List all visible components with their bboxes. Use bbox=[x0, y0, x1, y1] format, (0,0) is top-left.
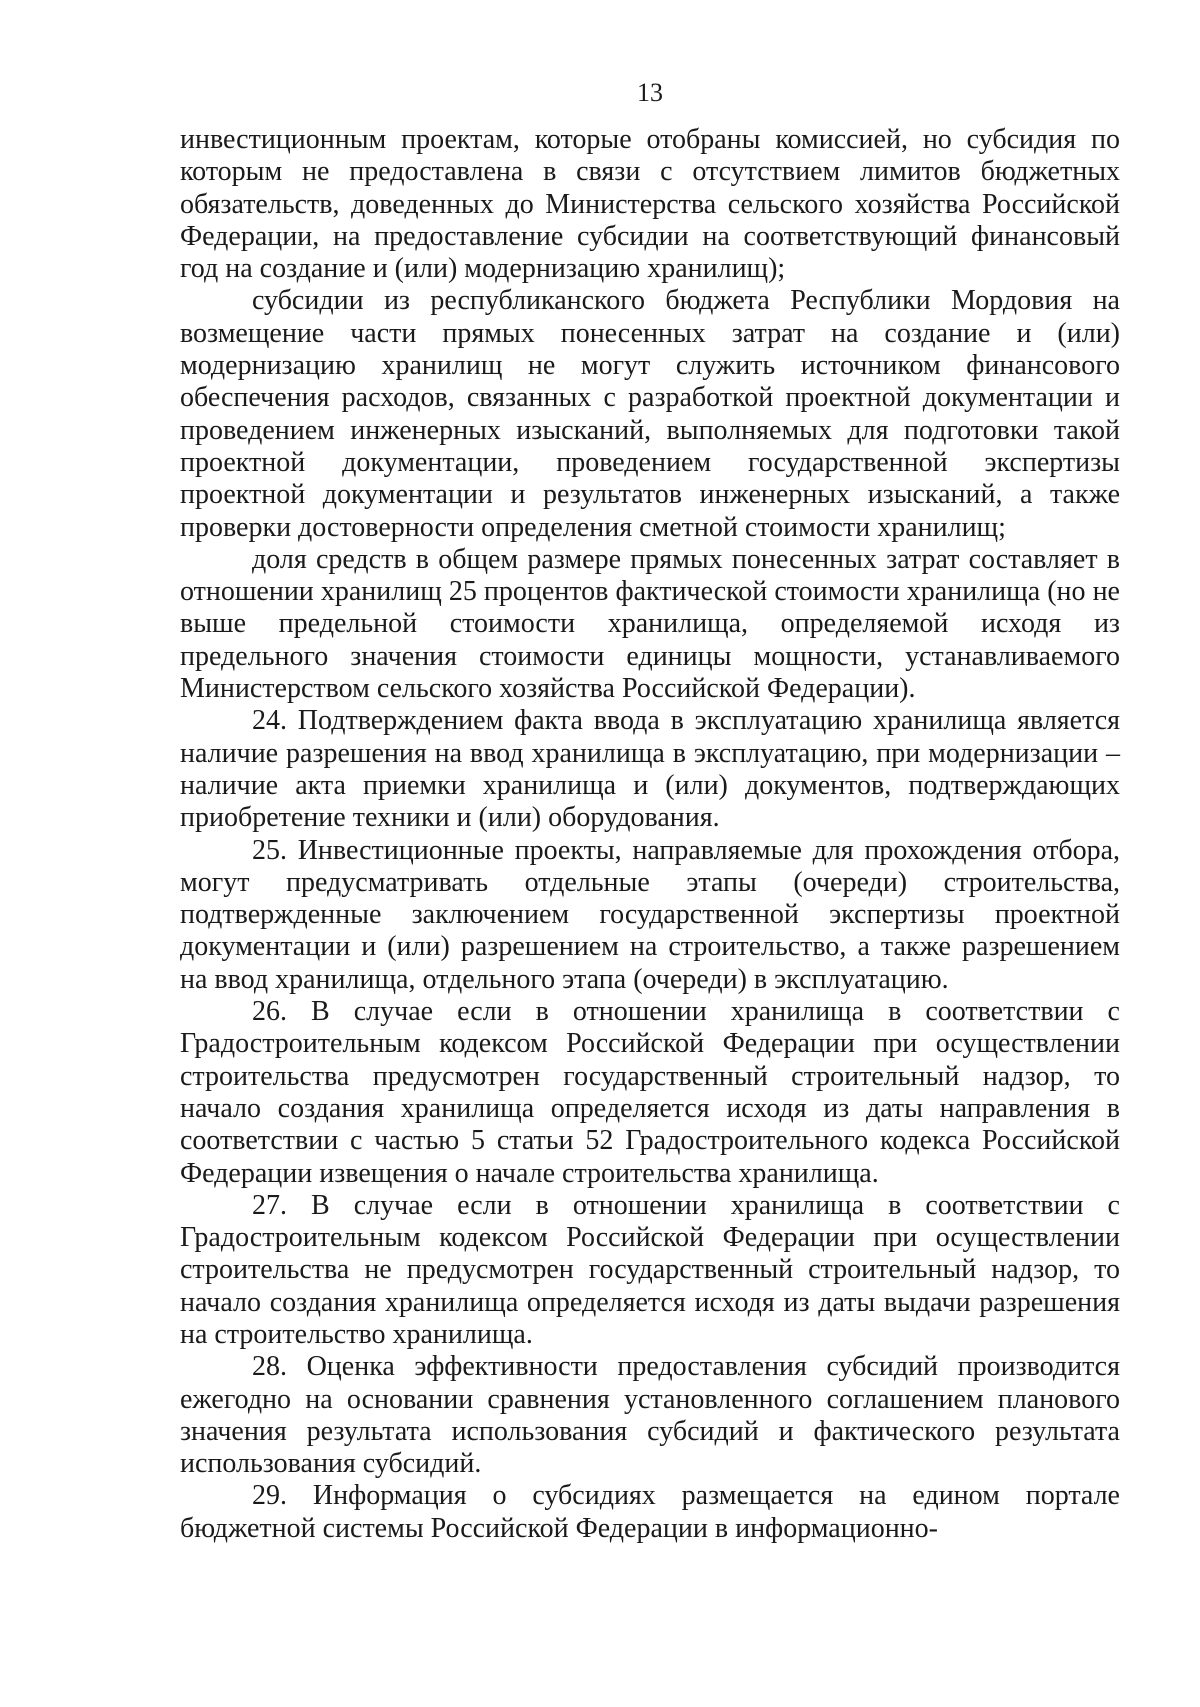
document-page bbox=[180, 78, 1120, 1545]
paragraph-item-28: 28. Оценка эффективности предоставления субсидий производится ежегодно на основании сравнения установленного соглашением планового значения результата использования субсидий и фактического результата использования субсидий. bbox=[180, 1351, 1120, 1480]
paragraph-item-27: 27. В случае если в отношении хранилища в соответствии с Градостроительным кодексом Российской Федерации при осуществлении строительства не предусмотрен государственный строительный надзор, то начало создания хранилища определяется исходя из даты выдачи разрешения на строительство хранилища. bbox=[180, 1189, 1120, 1350]
paragraph-share-of-costs: доля средств в общем размере прямых понесенных затрат составляет в отношении хранилищ 25 процентов фактической стоимости хранилища (но не выше предельной стоимости хранилища, определяемой исходя из предельного значения стоимости единицы мощности, устанавливаемого Министерством сельского хозяйства Российской Федерации). bbox=[180, 543, 1120, 705]
paragraph-item-29: 29. Информация о субсидиях размещается на едином портале бюджетной системы Российской Федерации в информационно- bbox=[180, 1480, 1120, 1544]
paragraph-item-24: 24. Подтверждением факта ввода в эксплуатацию хранилища является наличие разрешения на ввод хранилища в эксплуатацию, при модернизации – наличие акта приемки хранилища и (или) документов, подтверждающих приобретение техники и (или) оборудования. bbox=[180, 705, 1120, 834]
page-number: 13 bbox=[637, 78, 663, 107]
paragraph-item-25: 25. Инвестиционные проекты, направляемые для прохождения отбора, могут предусматривать отдельные этапы (очереди) строительства, подтвержденные заключением государственной экспертизы проектной документации и (или) разрешением на строительство, а также разрешением на ввод хранилища, отдельного этапа (очереди) в эксплуатацию. bbox=[180, 834, 1120, 995]
paragraph-continuation: инвестиционным проектам, которые отобраны комиссией, но субсидия по которым не предоставлена в связи с отсутствием лимитов бюджетных обязательств, доведенных до Министерства сельского хозяйства Российской Федерации, на предоставление субсидии на соответствующий финансовый год на создание и (или) модернизацию хранилищ); bbox=[180, 124, 1120, 285]
paragraph-item-26: 26. В случае если в отношении хранилища в соответствии с Градостроительным кодексом Российской Федерации при осуществлении строительства предусмотрен государственный строительный надзор, то начало создания хранилища определяется исходя из даты направления в соответствии с частью 5 статьи 52 Градостроительного кодекса Российской Федерации извещения о начале строительства хранилища. bbox=[180, 996, 1120, 1189]
paragraph-subsidy-restrictions: субсидии из республиканского бюджета Республики Мордовия на возмещение части прямых понесенных затрат на создание и (или) модернизацию хранилищ не могут служить источником финансового обеспечения расходов, связанных с разработкой проектной документации и проведением инженерных изысканий, выполняемых для подготовки такой проектной документации, проведением государственной экспертизы проектной документации и результатов инженерных изысканий, а также проверки достоверности определения сметной стоимости хранилищ; bbox=[180, 285, 1120, 543]
